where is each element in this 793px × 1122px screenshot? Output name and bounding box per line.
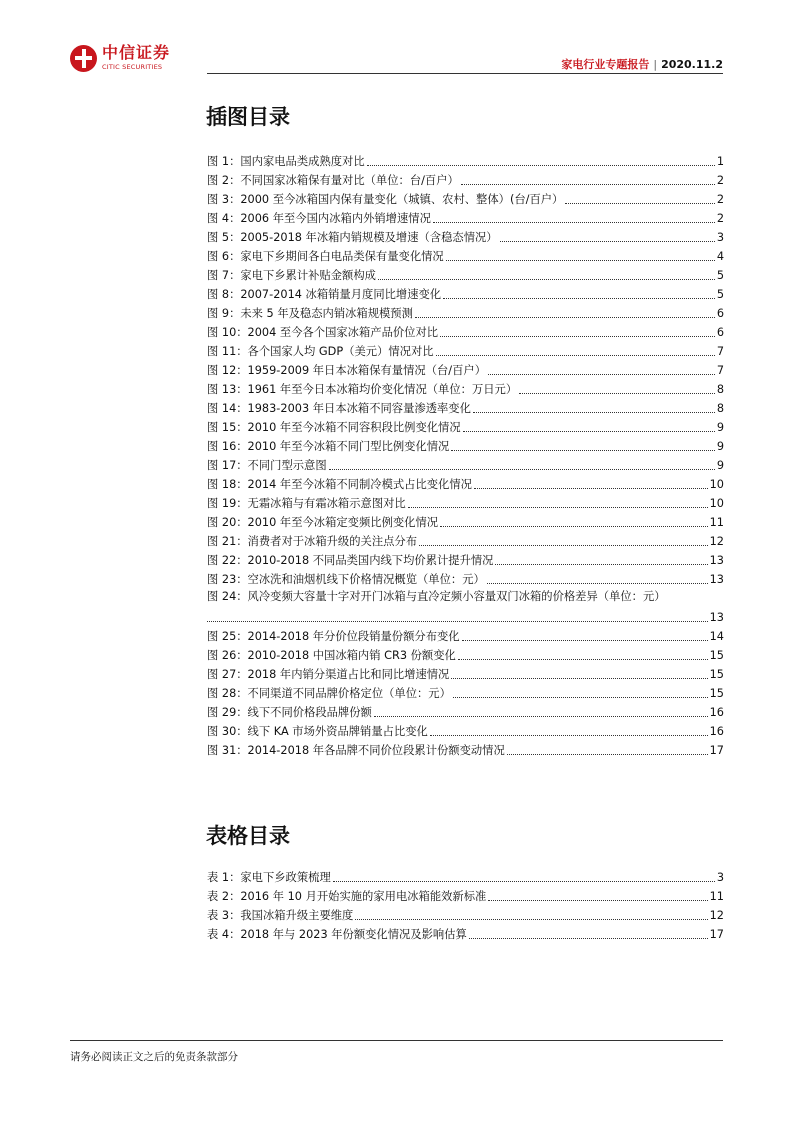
- company-logo: [70, 40, 170, 76]
- toc-entry-page: 7: [716, 364, 724, 377]
- dot-leader: [488, 900, 707, 901]
- toc-entry-label: 图 24：风冷变频大容量十字对开门冰箱与直冷定频小容量双门冰箱的价格差异（单位：元）: [207, 590, 666, 603]
- dot-leader: [463, 431, 715, 432]
- toc-entry-label: 图 21：消费者对于冰箱升级的关注点分布: [207, 535, 418, 548]
- figure-toc-entry[interactable]: [207, 302, 724, 321]
- toc-entry-page: 10: [709, 478, 724, 491]
- toc-entry-label: 图 6：家电下乡期间各白电品类保有量变化情况: [207, 250, 444, 263]
- dot-leader: [461, 184, 715, 185]
- toc-entry-continuation: [207, 606, 724, 625]
- figure-toc-entry[interactable]: [207, 378, 724, 397]
- toc-entry-page: 2: [716, 174, 724, 187]
- report-type: 家电行业专题报告: [561, 58, 650, 71]
- dot-leader: [488, 374, 715, 375]
- figure-toc-entry[interactable]: [207, 207, 724, 226]
- dot-leader: [469, 938, 708, 939]
- toc-entry-page: 6: [716, 326, 724, 339]
- dot-leader: [440, 526, 708, 527]
- table-toc-entry[interactable]: [207, 885, 724, 904]
- report-header-info: [561, 56, 723, 72]
- toc-entry-label: 图 30：线下 KA 市场外资品牌销量占比变化: [207, 725, 428, 738]
- figure-toc-entry[interactable]: [207, 568, 724, 587]
- toc-entry-page: 12: [709, 909, 724, 922]
- toc-entry-label: 图 9：未来 5 年及稳态内销冰箱规模预测: [207, 307, 413, 320]
- toc-entry-page: 4: [716, 250, 724, 263]
- toc-entry-label: 图 4：2006 年至今国内冰箱内外销增速情况: [207, 212, 431, 225]
- toc-entry-page: 15: [709, 649, 724, 662]
- dot-leader: [333, 881, 715, 882]
- figures-toc-title: 插图目录: [206, 105, 290, 129]
- toc-entry-page: 13: [709, 573, 724, 586]
- toc-entry-label: 图 13：1961 年至今日本冰箱均价变化情况（单位：万日元）: [207, 383, 518, 396]
- toc-entry-page: 15: [709, 668, 724, 681]
- dot-leader: [440, 336, 715, 337]
- toc-entry-label: 图 11：各个国家人均 GDP（美元）情况对比: [207, 345, 434, 358]
- dot-leader: [419, 545, 708, 546]
- toc-entry-label: 图 3：2000 至今冰箱国内保有量变化（城镇、农村、整体）(台/百户）: [207, 193, 564, 206]
- figure-toc-entry[interactable]: [207, 283, 724, 302]
- toc-entry-label: 图 29：线下不同价格段品牌份额: [207, 706, 372, 719]
- tables-toc: [207, 866, 724, 942]
- logo-english-name: CITIC SECURITIES: [102, 63, 163, 72]
- report-date: 2020.11.2: [661, 58, 723, 71]
- toc-entry-label: 图 1：国内家电品类成熟度对比: [207, 155, 365, 168]
- dot-leader: [473, 412, 715, 413]
- dot-leader: [453, 697, 708, 698]
- toc-entry-label: 图 5：2005-2018 年冰箱内销规模及增速（含稳态情况）: [207, 231, 498, 244]
- dot-leader: [430, 735, 708, 736]
- figure-toc-entry[interactable]: [207, 169, 724, 188]
- toc-entry-label: 图 19：无霜冰箱与有霜冰箱示意图对比: [207, 497, 406, 510]
- figure-toc-entry[interactable]: [207, 188, 724, 207]
- figures-toc: [207, 150, 724, 758]
- dot-leader: [565, 203, 714, 204]
- figure-toc-entry[interactable]: [207, 340, 724, 359]
- footer-divider: [70, 1040, 723, 1041]
- toc-entry-label: 图 15：2010 年至今冰箱不同容积段比例变化情况: [207, 421, 461, 434]
- toc-entry-label: 图 12：1959-2009 年日本冰箱保有量情况（台/百户）: [207, 364, 486, 377]
- toc-entry-label: 图 7：家电下乡累计补贴金额构成: [207, 269, 376, 282]
- toc-entry-page: 9: [716, 459, 724, 472]
- dot-leader: [443, 298, 715, 299]
- dot-leader: [458, 659, 708, 660]
- dot-leader: [367, 165, 715, 166]
- toc-entry-label: 表 1：家电下乡政策梳理: [207, 871, 331, 884]
- toc-entry-label: 图 17：不同门型示意图: [207, 459, 327, 472]
- citic-logo-icon: [70, 45, 97, 72]
- toc-entry-page: 1: [716, 155, 724, 168]
- toc-entry-page: 5: [716, 288, 724, 301]
- dot-leader: [355, 919, 707, 920]
- figure-toc-entry[interactable]: [207, 226, 724, 245]
- toc-entry-page: 7: [716, 345, 724, 358]
- toc-entry-label: 图 26：2010-2018 中国冰箱内销 CR3 份额变化: [207, 649, 456, 662]
- figure-toc-entry[interactable]: [207, 264, 724, 283]
- figure-toc-entry[interactable]: [207, 549, 724, 568]
- toc-entry-page: 16: [709, 706, 724, 719]
- dot-leader: [436, 355, 715, 356]
- toc-entry-label: 图 16：2010 年至今冰箱不同门型比例变化情况: [207, 440, 450, 453]
- dot-leader: [408, 507, 708, 508]
- dot-leader: [415, 317, 715, 318]
- figure-toc-entry[interactable]: [207, 435, 724, 454]
- figure-toc-entry[interactable]: [207, 720, 724, 739]
- header-separator: |: [653, 58, 658, 71]
- dot-leader: [446, 260, 715, 261]
- dot-leader: [451, 678, 707, 679]
- toc-entry-page: 10: [709, 497, 724, 510]
- toc-entry-page: 13: [709, 611, 724, 624]
- dot-leader: [462, 640, 708, 641]
- toc-entry-label: 图 18：2014 年至今冰箱不同制冷模式占比变化情况: [207, 478, 472, 491]
- figure-toc-entry[interactable]: [207, 473, 724, 492]
- toc-entry-label: 图 2：不同国家冰箱保有量对比（单位：台/百户）: [207, 174, 459, 187]
- toc-entry-page: 5: [716, 269, 724, 282]
- toc-entry-page: 17: [709, 928, 724, 941]
- toc-entry-page: 11: [709, 890, 724, 903]
- figure-toc-entry[interactable]: [207, 587, 724, 625]
- table-toc-entry[interactable]: [207, 866, 724, 885]
- figure-toc-entry[interactable]: [207, 530, 724, 549]
- dot-leader: [474, 488, 708, 489]
- figure-toc-entry[interactable]: [207, 739, 724, 758]
- tables-toc-title: 表格目录: [206, 824, 290, 848]
- figure-toc-entry[interactable]: [207, 454, 724, 473]
- toc-entry-page: 13: [709, 554, 724, 567]
- toc-entry-page: 3: [716, 871, 724, 884]
- figure-toc-entry[interactable]: [207, 701, 724, 720]
- toc-entry-page: 9: [716, 421, 724, 434]
- toc-entry-page: 2: [716, 212, 724, 225]
- figure-toc-entry[interactable]: [207, 625, 724, 644]
- figure-toc-entry[interactable]: [207, 416, 724, 435]
- toc-entry-page: 12: [709, 535, 724, 548]
- dot-leader: [433, 222, 715, 223]
- toc-entry-label: 图 20：2010 年至今冰箱定变频比例变化情况: [207, 516, 439, 529]
- figure-toc-entry[interactable]: [207, 644, 724, 663]
- figure-toc-entry[interactable]: [207, 682, 724, 701]
- toc-entry-page: 17: [709, 744, 724, 757]
- toc-entry-page: 14: [709, 630, 724, 643]
- toc-entry-label: 表 4：2018 年与 2023 年份额变化情况及影响估算: [207, 928, 467, 941]
- figure-toc-entry[interactable]: [207, 663, 724, 682]
- toc-entry-label: 表 2：2016 年 10 月开始实施的家用电冰箱能效新标准: [207, 890, 487, 903]
- toc-entry-label: 图 8：2007-2014 冰箱销量月度同比增速变化: [207, 288, 442, 301]
- logo-chinese-name: 中信证券: [102, 43, 171, 63]
- dot-leader: [207, 621, 708, 622]
- header-divider: [207, 73, 723, 74]
- toc-entry-label: 图 28：不同渠道不同品牌价格定位（单位：元）: [207, 687, 451, 700]
- logo-text: [102, 45, 170, 71]
- table-toc-entry[interactable]: [207, 923, 724, 942]
- toc-entry-label: 图 25：2014-2018 年分价位段销量份额分布变化: [207, 630, 460, 643]
- dot-leader: [495, 564, 707, 565]
- dot-leader: [500, 241, 715, 242]
- table-toc-entry[interactable]: [207, 904, 724, 923]
- figure-toc-entry[interactable]: [207, 150, 724, 169]
- figure-toc-entry[interactable]: [207, 245, 724, 264]
- dot-leader: [507, 754, 708, 755]
- toc-entry-page: 16: [709, 725, 724, 738]
- toc-entry-page: 8: [716, 402, 724, 415]
- dot-leader: [451, 450, 714, 451]
- dot-leader: [378, 279, 715, 280]
- toc-entry-page: 6: [716, 307, 724, 320]
- figure-toc-entry[interactable]: [207, 321, 724, 340]
- toc-entry-page: 2: [716, 193, 724, 206]
- dot-leader: [329, 469, 715, 470]
- dot-leader: [519, 393, 715, 394]
- toc-entry-label: 图 31：2014-2018 年各品牌不同价位段累计份额变动情况: [207, 744, 505, 757]
- toc-entry-page: 8: [716, 383, 724, 396]
- footer-disclaimer: 请务必阅读正文之后的免责条款部分: [70, 1051, 238, 1063]
- toc-entry-label: 图 23：空冰洗和油烟机线下价格情况概览（单位：元）: [207, 573, 485, 586]
- toc-entry-page: 9: [716, 440, 724, 453]
- toc-entry-page: 11: [709, 516, 724, 529]
- figure-toc-entry[interactable]: [207, 359, 724, 378]
- figure-toc-entry[interactable]: [207, 492, 724, 511]
- toc-entry-label: 图 10：2004 至今各个国家冰箱产品价位对比: [207, 326, 439, 339]
- toc-entry-label: 图 22：2010-2018 不同品类国内线下均价累计提升情况: [207, 554, 494, 567]
- toc-entry-page: 15: [709, 687, 724, 700]
- dot-leader: [487, 583, 708, 584]
- toc-entry-label: 图 27：2018 年内销分渠道占比和同比增速情况: [207, 668, 450, 681]
- toc-entry-label: 图 14：1983-2003 年日本冰箱不同容量渗透率变化: [207, 402, 471, 415]
- dot-leader: [374, 716, 708, 717]
- figure-toc-entry[interactable]: [207, 511, 724, 530]
- toc-entry-page: 3: [716, 231, 724, 244]
- figure-toc-entry[interactable]: [207, 397, 724, 416]
- toc-entry-label: 表 3：我国冰箱升级主要维度: [207, 909, 354, 922]
